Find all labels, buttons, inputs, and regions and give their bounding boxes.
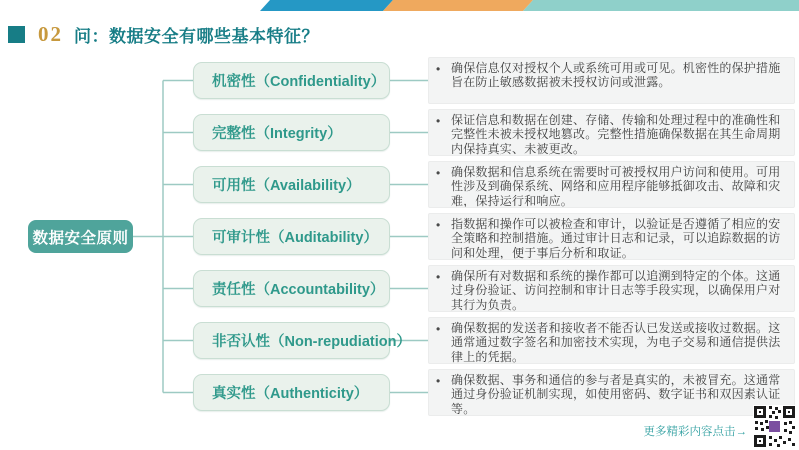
description-box: [428, 109, 795, 156]
term-box-authenticity: [193, 374, 390, 411]
bullet-icon: •: [436, 218, 441, 232]
term-box-confidentiality: [193, 62, 390, 99]
term-box-non-repudiation: [193, 322, 411, 359]
description-text: 确保数据和信息系统在需要时可被授权用户访问和使用。可用性涉及到确保系统、网络和应用程序能够抵御攻击、故障和灾难，保持运行和响应。: [451, 165, 781, 208]
term-label: 可审计性（Auditability）: [212, 230, 378, 246]
term-label: 可用性（Availability）: [212, 178, 361, 194]
term-box-integrity: [193, 114, 390, 151]
bullet-icon: •: [436, 62, 441, 76]
root-node-label: 数据安全原则: [32, 229, 129, 247]
description-text: 保证信息和数据在创建、存储、传输和处理过程中的准确性和完整性未被未授权地篡改。完整性措施确保数据在其生命周期内保持真实、未被更改。: [451, 113, 781, 156]
bullet-icon: •: [436, 374, 441, 388]
term-label: 非否认性（Non-repudiation）: [212, 334, 411, 350]
term-box-auditability: [193, 218, 390, 255]
bullet-icon: •: [436, 270, 441, 284]
row-confidentiality: [193, 57, 795, 104]
description-text: 指数据和操作可以被检查和审计，以验证是否遵循了相应的安全策略和控制措施。通过审计日志和记录，可以追踪数据的访问和处理，便于事后分析和取证。: [451, 217, 781, 260]
description-text: 确保所有对数据和系统的操作都可以追溯到特定的个体。这通过身份验证、访问控制和审计日志等手段实现，以确保用户对其行为负责。: [451, 269, 781, 312]
row-auditability: [193, 213, 795, 260]
term-label: 责任性（Accountability）: [212, 282, 385, 298]
description-box: [428, 161, 795, 208]
qr-code-icon: [753, 405, 796, 448]
term-label: 完整性（Integrity）: [212, 126, 342, 142]
description-box: [428, 213, 795, 260]
root-node-data-security-principles: [28, 220, 133, 253]
row-authenticity: [193, 369, 795, 416]
description-box: [428, 57, 795, 104]
description-box: [428, 317, 795, 364]
bullet-icon: •: [436, 322, 441, 336]
section-number: 02: [38, 22, 63, 46]
row-integrity: [193, 109, 795, 156]
row-non-repudiation: [193, 317, 795, 364]
bullet-icon: •: [436, 166, 441, 180]
bullet-icon: •: [436, 114, 441, 128]
row-availability: [193, 161, 795, 208]
term-label: 真实性（Authenticity）: [212, 386, 369, 402]
description-text: 确保信息仅对授权个人或系统可用或可见。机密性的保护措施旨在防止敏感数据被未授权访问或泄露。: [451, 61, 781, 90]
description-box: [428, 265, 795, 312]
term-box-availability: [193, 166, 390, 203]
more-content-link[interactable]: 更多精彩内容点击→: [643, 426, 747, 438]
description-box: [428, 369, 795, 416]
term-box-accountability: [193, 270, 390, 307]
term-label: 机密性（Confidentiality）: [212, 74, 386, 90]
page-title: 问：数据安全有哪些基本特征？: [74, 27, 319, 46]
description-text: 确保数据的发送者和接收者不能否认已发送或接收过数据。这通常通过数字签名和加密技术实现，为电子交易和通信提供法律上的凭据。: [451, 321, 781, 364]
description-text: 确保数据、事务和通信的参与者是真实的，未被冒充。这通常通过身份验证机制实现，如使用密码、数字证书和双因素认证等。: [451, 373, 781, 416]
row-accountability: [193, 265, 795, 312]
